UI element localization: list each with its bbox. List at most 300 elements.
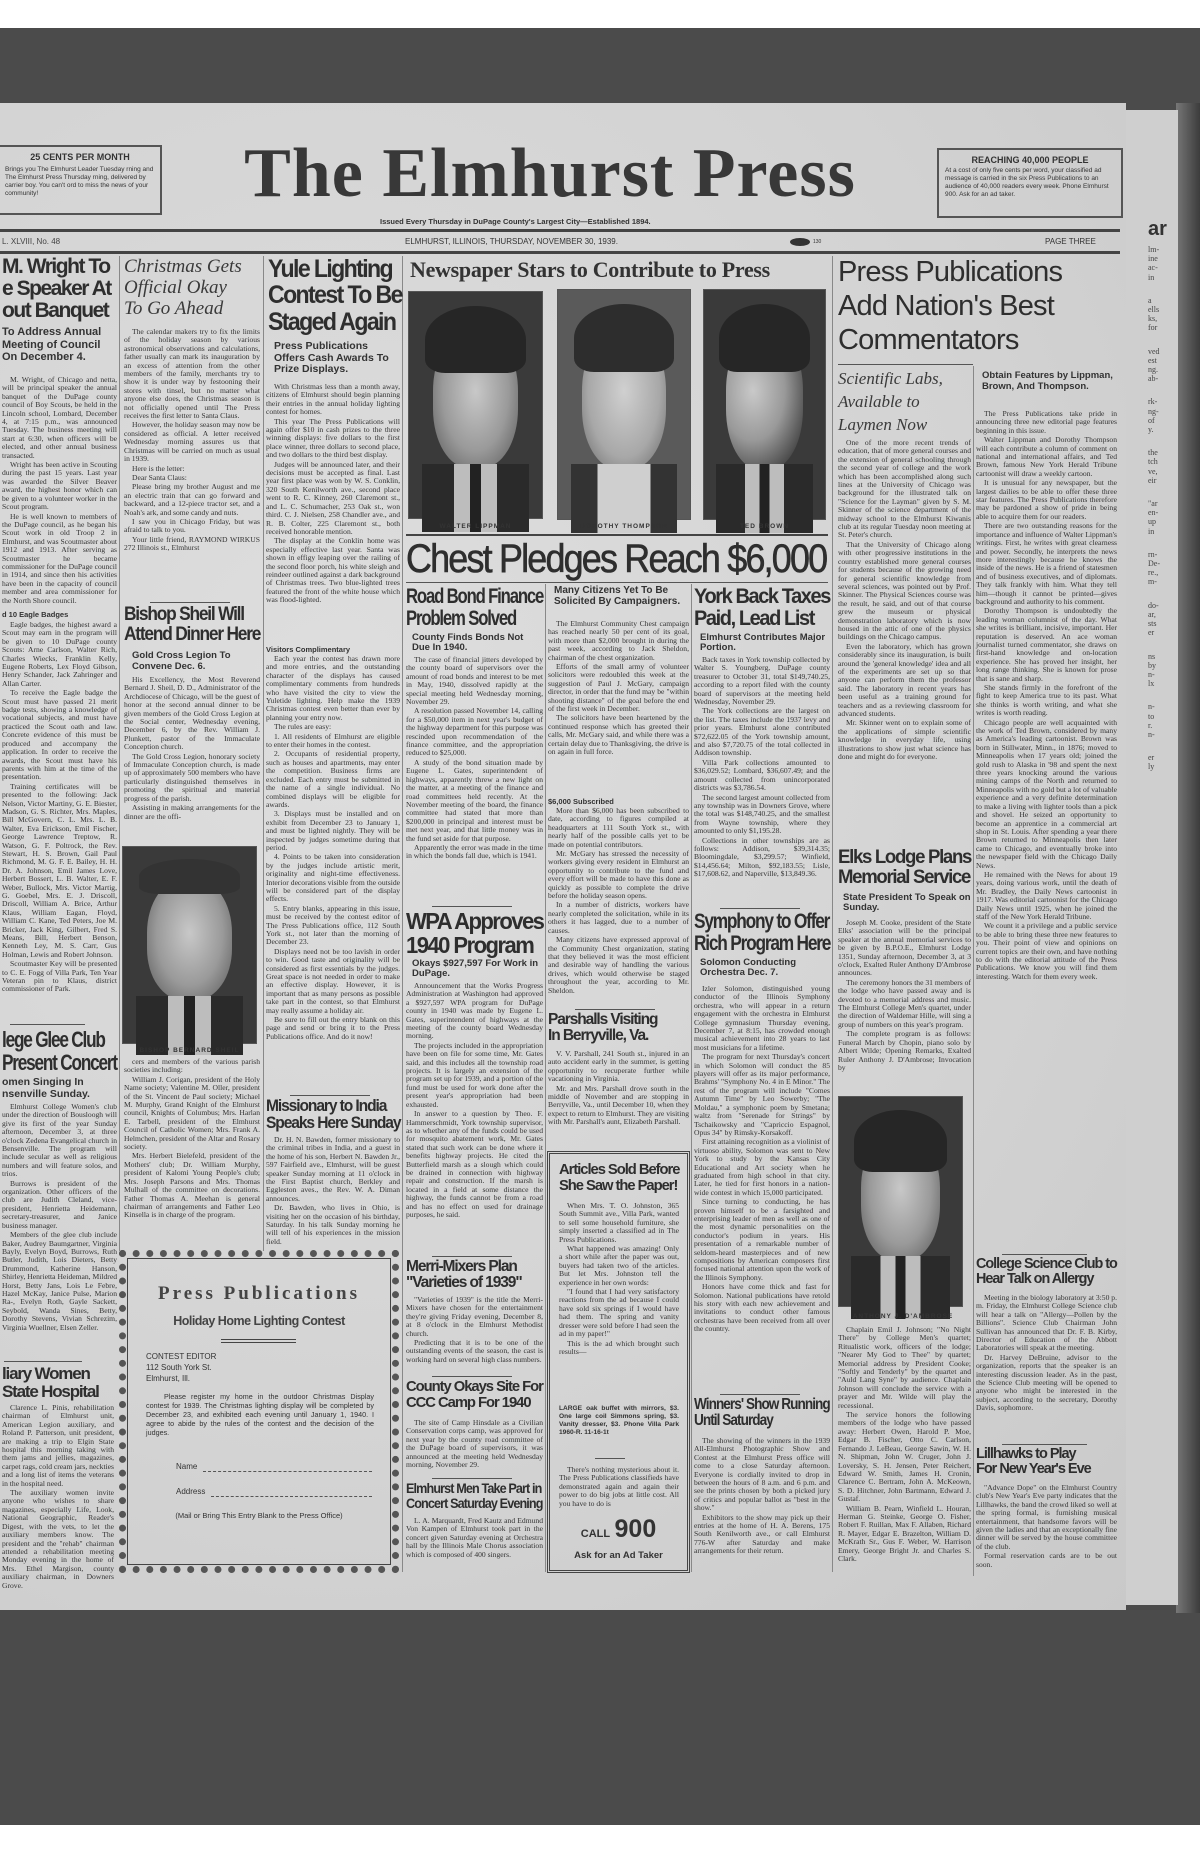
headline-line: 1940 Program (406, 932, 534, 959)
headline-line: lege Glee Club (2, 1027, 105, 1052)
address-field (176, 1487, 372, 1497)
subhead-glee: omen Singing In nsenville Sunday. (2, 1076, 90, 1100)
paragraph: Since turning to conducting, he has proven himself to be a farsighted and enterprising leader of men as well as one of the most dynamic personalities on the conductor's podium in years. His presentation of a remarkable number of seldom-heard masterpieces and of new compositions by American composers first focused national attention upon the work of the Illinois Symphony. (694, 1197, 830, 1282)
classified-ad-promo (547, 1151, 690, 1573)
paragraph: She stands firmly in the forefront of the fight to keep America true to its past. What she thinks is worth writing, and what she writes is worth reading. (976, 683, 1117, 718)
paragraph: Scoutmaster Key will be presented to C. E. Fogg of Villa Park, Ten Year Veteran pin to Klaus, district commissioner of Park. (2, 959, 117, 994)
masthead-tagline: Issued Every Thursday in DuPage County's Largest City—Established 1894. (380, 217, 651, 226)
adjacent-text-fragment: ks, (1148, 314, 1158, 324)
paragraph: Mrs. Herbert Bielefeld, president of the Mothers' club; Dr. William Murphy, president of Kalomi Young People's club; Mrs. Joseph Parsons and Mrs. Thomas Mulhall of the committee on decorations. Father Thomas A. Meehan is general chairman of arrangements and Father Leo Kinsella is in charge of the program. (124, 1151, 260, 1220)
divider (406, 534, 828, 536)
contest-form-subtitle: Holiday Home Lighting Contest (173, 1314, 345, 1328)
adjacent-text-fragment: De- (1148, 559, 1160, 569)
adjacent-text-fragment: ve, (1148, 466, 1158, 476)
adjacent-text-fragment: rn- (1148, 549, 1158, 559)
paragraph: The display at the Conklin home was especially effective last year. Santa was shown in effigy leaping over the railing of the second floor porch, his white sleigh and reindeer outlined against a dark background of Christmas trees. Two blue-lighted trees featured the front of the white house which was flood-lighted. (266, 536, 400, 605)
paragraph: The solicitors have been heartened by the continued response which has greeted their calls, Mr. McGary said, and while there was a certain delay due to Thanksgiving, the drive is on again in full force. (548, 713, 689, 757)
column-rule (973, 366, 974, 1576)
headline-line: Hear Talk on Allergy (976, 1271, 1094, 1288)
volume-number: L. XLVIII, No. 48 (2, 237, 61, 246)
article-body-ad-2 (559, 1466, 679, 1511)
photo-caption: WALTER LIPPMAN (439, 523, 512, 530)
subhead-chest: Many Citizens Yet To Be Solicited By Campaigners. (554, 585, 681, 607)
paragraph: L. A. Marquardt, Fred Kautz and Edmund Von Kampen of Elmhurst took part in the concert given Saturday evening at Orchestra hall by the Illinois Male Chorus association which is composed of 400 singers. (406, 1516, 543, 1559)
adjacent-text-fragment: er (1148, 628, 1155, 638)
headline-winners-show (694, 1397, 830, 1430)
adjacent-text-fragment: rk- (1148, 397, 1158, 407)
paragraph: In a number of districts, workers have nearly completed the solicitation, while in its others it has lagged, due to a number of causes. (548, 900, 689, 935)
headline-line: Staged Again (268, 307, 396, 336)
adjacent-text-fragment: ved (1148, 346, 1160, 356)
issue-date: ELMHURST, ILLINOIS, THURSDAY, NOVEMBER 30, 1939. (405, 237, 618, 246)
headline-science-club (976, 1257, 1117, 1287)
paragraph: This year The Press Publications will again offer $10 in cash prizes to the three winning displays: five dollars to the first place winner, three dollars to second place, and two dollars to the third best display. (266, 416, 400, 460)
adjacent-text-fragment: in (1148, 272, 1155, 282)
paragraph: Your little friend, RAYMOND WIRKUS 272 Illinois st., Elmhurst (124, 534, 260, 553)
masthead-rule (0, 229, 1120, 232)
subhead-symphony: Solomon Conducting Orchestra Dec. 7. (700, 957, 797, 978)
article-body-elks-2 (838, 1326, 971, 1576)
paragraph: The Press Publications take pride in announcing three new editorial page features beginning in this issue. (976, 409, 1117, 435)
article-body-glee (2, 1103, 117, 1355)
divider (290, 1095, 370, 1096)
paragraph: Even the laboratory, which has grown considerably since its inauguration, is built around the 'general knowledge' idea and all of the experiments are set up so that anyone can perform them the professor said. The laboratory in recent years has been useful as a training ground for teachers and as a reviewing classroom for advanced students. (838, 641, 971, 718)
address-label: Address (176, 1487, 206, 1496)
divider (4, 1361, 82, 1362)
headline-chest-pledges: Chest Pledges Reach $6,000 (406, 537, 827, 581)
ad-taker-cta: Ask for an Ad Taker (574, 1550, 663, 1561)
name-field (176, 1462, 372, 1472)
headline-lillhawks (976, 1447, 1091, 1477)
divider (1002, 1254, 1087, 1255)
paragraph: William J. Corigan, president of the Holy Name society; Valentine M. Oller, president of the St. Vincent de Paul society; Michael M. Murphy, Grand Knight of the Elmhurst council, Knights of Columbus; Mrs. Harlan E. Tarbell, president of the Elmhurst Council of Catholic Women; Mrs. Frank A. Helmchen, president of the Altar and Rosary society. (124, 1074, 260, 1152)
article-body-concert (406, 1517, 543, 1573)
adjacent-text-fragment: eir (1148, 475, 1157, 485)
headline-line: College Science Club to (976, 1256, 1117, 1272)
headline-line: Official Okay (124, 277, 227, 298)
headline-line: Problem Solved (406, 607, 517, 631)
column-rule (832, 256, 833, 1572)
paragraph: M. Wright, of Chicago and netta, will be principal speaker the annual banquet of the DuPage county council of Boy Scouts, be held in the Lincoln school, Lombard, December 4, at 7:15 p.m., was announced Tuesday. The business meeting will start at 6:30, when officers will be elected, and other annual business transacted. (2, 375, 117, 460)
page-edge (1176, 103, 1200, 1613)
subhead-elks: State President To Speak on Sunday. (843, 892, 971, 913)
headline-line: Commentators (838, 324, 1019, 356)
adjacent-text-fragment: of (1148, 415, 1155, 425)
headline-line: CCC Camp For 1940 (406, 1393, 531, 1411)
paragraph: Clarence L. Pinis, rehabilitation chairman of Elmhurst unit, American Legion auxiliary, and Roland P. Patterson, unit president, are making a trip to Elgin State hospital this morning taking with them jams and jellies, magazines, carpet rags, cold cream jars, neckties and a long list of items the veterans in the hospital need. (2, 1403, 114, 1488)
headline-line: Rich Program Here (694, 932, 831, 956)
address-line: 112 South York St. (146, 1363, 212, 1372)
adjacent-text-fragment: in (1148, 526, 1155, 536)
article-body-scientific-labs (838, 439, 971, 840)
subscription-text: Brings you The Elmhurst Leader Tuesday rning and The Elmhurst Press Thursday rning, delivered by carrier boy. You can't ord to miss the news of your community! (5, 166, 154, 197)
paragraph: We count it a privilege and a public service to be able to bring these three new features to you. Their point of view and opinions on current topics are their own, and have nothing to do with the editorial attitude of the Press Publications. We know you will find them interesting. Watch for them every week. (976, 921, 1117, 981)
divider (432, 1376, 512, 1377)
divider (221, 1339, 296, 1343)
divider (575, 1009, 655, 1010)
headline-line: Present Concert (2, 1050, 117, 1076)
headline-christmas (124, 256, 242, 319)
headline-line: Parshalls Visiting (548, 1011, 658, 1028)
paragraph: That the University of Chicago along with other progressive institutions in the country established more general courses for students because of the growing need for general scientific knowledge from several sciences, was pointed out by Prof. Skinner. The Physical Sciences course was the result, he said, and out of that course grew the museum or physical demonstration laboratory which is now housed in the attic of one of the physics buildings on the Chicago campus. (838, 539, 971, 642)
paragraph: The ceremony honors the 31 members of the lodge who have passed away and is devoted to a memorial address and music. The Elmhurst College Men's quartet, under the direction of Waldemar Hille, will sing a group of numbers on this year's program. (838, 977, 971, 1029)
article-body-chest-2 (548, 807, 689, 1005)
paragraph: The site of Camp Hinsdale as a Civilian Conservation corps camp, was approved for next year by the county road committee of the DuPage board of supervisors, it was announced at the meeting held Wednesday morning, November 29. (406, 1418, 543, 1470)
paragraph: Burrows is president of the organization. Other officers of the club are Judith Cleland, vice-president, Henrietta Heidemann, secretary-treasurer, and Janice business manager. (2, 1178, 117, 1230)
paragraph: William B. Pearn, Winfield L. Houran, Herman G. Steinke, George O. Fisher, Robert F. Ruillan, Max F. Allaben, Richard R. Mayer, Edgar E. Brazelton, William D. McKrath Sr., Gus F. Weber, W. Harrison Emery, George Bright Jr. and Charles S. Clark. (838, 1503, 971, 1563)
paragraph: Exhibitors to the show may pick up their entries at the home of H. A. Berens, 175 South Kenilworth ave., or call Elmhurst 776-W after Saturday and make arrangements for their return. (694, 1512, 830, 1556)
address-line: Elmhurst, Ill. (146, 1374, 191, 1383)
adjacent-text-fragment: "ar (1148, 499, 1158, 509)
paragraph: Villa Park collections amounted to $36,029.52; Lombard, $36,607.49; and the amount collected from unincorporated districts was $3,786.54. (694, 757, 830, 793)
headline-line: Missionary to India (266, 1097, 387, 1115)
paragraph: Dr. Bawden, who lives in Ohio, is visiting her on the occasion of his birthday, Saturday. In his talk Sunday morning he will tell of his experiences in the mission field. (266, 1203, 400, 1246)
adjacent-text-fragment: the (1148, 448, 1158, 458)
headline-line: For New Year's Eve (976, 1461, 1091, 1478)
headline-line: out Banquet (2, 299, 109, 323)
paragraph: However, the holiday season may now be considered as official. A letter received Wednesday morning assures us that Christmas will be carried on much as usual in 1939. (124, 420, 260, 464)
divider (10, 1024, 85, 1025)
paragraph: Joseph M. Cooke, president of the State Elks' association will be the principal speaker at the annual memorial services to be given by B.P.O.E., Elmhurst Lodge 1351, Sunday afternoon, December 3, at 3 o'clock, Exalted Ruler Anthony D'Ambrose announces. (838, 918, 971, 978)
headline-articles-sold (559, 1162, 679, 1194)
article-body-symphony (694, 985, 830, 1390)
article-body-elks (838, 919, 971, 1091)
paragraph: A study of the bond situation made by Eugene L. Gates, superintendent of highways, apparently threw a new light on the matter, at a meeting of the finance and road committees held recently. At the November meeting of the board, the finance committee had stated that more than $200,000 in principal and interest must be met next year, and that little money was in the fund set aside for that purpose. (406, 757, 543, 843)
subscription-price: 25 CENTS PER MONTH (30, 152, 130, 162)
adjacent-text-fragment: r. (1148, 720, 1153, 730)
article-body-missionary (266, 1136, 400, 1247)
article-body-bishop (124, 676, 260, 842)
article-body-wright-2 (2, 621, 117, 1019)
divider (595, 1458, 625, 1459)
headline-road-bond (406, 586, 543, 630)
article-body-science-club (976, 1294, 1117, 1439)
divider (150, 602, 230, 603)
paragraph: Dorothy Thompson is undoubtedly the leading woman columnist of the day. What she writes is brilliant, incisive, important. Her reputation is deserved. An ace woman journalist turned commentator, she draws on first-hand knowledge and on-location experience. She has proved her insight, her long range thinking. She is known for prose that is sane and sharp. (976, 606, 1117, 683)
adjacent-text-fragment: for (1148, 323, 1158, 333)
headline-line: "Varieties of 1939" (406, 1274, 522, 1292)
adjacent-text-fragment: up (1148, 517, 1156, 527)
adjacent-text-fragment: re., (1148, 568, 1159, 578)
paragraph: With Christmas less than a month away, citizens of Elmhurst should begin planning their entries in the annual holiday lighting contest for homes. (266, 382, 400, 417)
adjacent-text-fragment: tch (1148, 457, 1158, 467)
headline-line: Contest To Be (268, 281, 402, 310)
article-body-wpa (406, 982, 543, 1251)
paragraph: 2. Occupants of residential property, such as houses and apartments, may enter the competition. Business firms are excluded. Each entry must be submitted in the name of a single individual. No combined displays will be eligible for awards. (266, 749, 400, 809)
paragraph: Training certificates will be presented to the following: Jack Nelson, Victor Martiny, G. E. Biester, Madson, G. S. Richter, Mrs. Maples, Bill McGovern, C. L. Mrs. L. B. Walter, Eva Erickson, Emil Fischer, George Lawrence Treptow, R. Watson, G. F. Poltrock, the Rev. Stewart, H. S. Brown, Gail Paul Richmond, M. G. F. E. Bailey, H. H. Dr. A. Johnson, Emil James Love, Herbert Bossert, L. B. Walter, E. F. Weber, Bullock, Mrs. Victor Martig, G. Goebel, Mrs. E. J. Driscoll, Driscoll, William A. Brice, Arthur Klaus, William Eagan, Floyd, William C. Kane, Ted Peters, Joe M. Bricker, Jack King, Gilbert, Fred S. Means, Bill, Herbert Benson, Kenneth Ley, M. S. Carr, Gus Holman, Lewis and Robert Johnson. (2, 781, 117, 959)
paragraph: Walter Lippman and Dorothy Thompson will each contribute a column of comment on national and international affairs, and Ted Brown, famous New York Herald Tribune cartoonist will draw a weekly cartoon. (976, 435, 1117, 478)
paragraph: Honors have come thick and fast for Solomon. National publications have retold his story with each new achievement and invitations to conduct other famous orchestras have been received from all over the country. (694, 1282, 830, 1334)
paragraph: Assisting in making arrangements for the dinner are the offi- (124, 803, 260, 821)
paragraph: Many citizens have expressed approval of the Community Chest organization, stating that they believed it was the most efficient and desirable way of handling the various drives, which would otherwise be staged throughout the year, according to Mr. Sheldon. (548, 935, 689, 995)
paragraph: 5. Entry blanks, appearing in this issue, must be received by the contest editor of The Press Publications office, 112 South York st., not later than the morning of December 23. (266, 903, 400, 947)
paragraph: Elmhurst College Women's club under the direction of Bousloogh will give its first of the year Sunday afternoon, December 3, at three o'clock Zedena Evangelical church in Bensenville. The program will include secular as well as religious numbers and will feature solos, and trios. (2, 1102, 117, 1179)
headline-parshalls (548, 1012, 657, 1045)
adjacent-text-fragment: en- (1148, 508, 1159, 518)
paragraph: The program for next Thursday's concert in which Solomon will conduct the 85 players will offer as its major performance, Brahms' "Symphony No. 4 in E Minor." The rest of the program will include "Comes Autumn Time" by Leo Sowerby; "The Moldau," a symphonic poem by Smetana; waltz from "Serenade for Strings" by Tschaikowsky and "Capriccio Espagnol, Opus 34" by Rimsky-Korsakoff. (694, 1052, 830, 1137)
photo-ted-brown (703, 289, 826, 520)
photo-anthony-dambrose (838, 1096, 963, 1307)
column-rule (119, 256, 120, 1251)
headline-bishop (124, 605, 260, 645)
paragraph: More than $6,000 has been subscribed to date, according to figures compiled at headquarters at 111 South York st., with nearly half of the possible calls yet to be made on potential contributors. (548, 806, 689, 849)
page-number: PAGE THREE (1045, 237, 1096, 246)
contest-form-footer: (Mail or Bring This Entry Blank to the Press Office) (175, 1511, 343, 1520)
headline-missionary (266, 1098, 400, 1133)
subscription-box (0, 145, 162, 215)
headline-line: State Hospital (2, 1381, 99, 1401)
article-body-parshalls (548, 1050, 689, 1146)
union-label-icon (790, 238, 810, 246)
article-body-merri-mixers (406, 1296, 543, 1372)
paragraph: The case of financial jitters developed by the county board of supervisors over the amount of road bonds and interest to be met in May, 1940, dissolved rapidly at the special meeting held Wednesday morning, November 29. (406, 655, 543, 707)
adjacent-text-fragment: lx (1148, 679, 1155, 689)
address-line: CONTEST EDITOR (146, 1352, 217, 1361)
subhead-wright: To Address Annual Meeting of Council On December 4. (2, 326, 102, 363)
paragraph: This is the ad which brought such results— (559, 1338, 679, 1356)
subhead-york-taxes: Elmhurst Contributes Major Portion. (700, 632, 826, 653)
adjacent-text-fragment: sts (1148, 619, 1157, 629)
divider (432, 1256, 512, 1257)
paragraph: 3. Displays must be installed and on exhibit from December 23 to January 1, and must be lighted nightly. They will be inspected by judges sometime during that period. (266, 809, 400, 852)
paragraph: Be sure to fill out the entry blank on this page and send or bring it to the Press Publications office. And do it now! (266, 1015, 400, 1041)
headline-merri-mixers (406, 1259, 522, 1292)
headline-york-taxes (694, 586, 830, 630)
call-line (550, 1514, 687, 1549)
adjacent-text-fragment: ells (1148, 305, 1160, 315)
headline-line: liary Women (2, 1364, 90, 1383)
headline-line: To Go Ahead (124, 298, 224, 319)
headline-line: Memorial Service (838, 866, 971, 888)
headline-line: Paid, Lead List (694, 607, 814, 631)
paragraph: "I found that I had very satisfactory reactions from the ad because I could have sold six springs if I would have had them. The spring and vanity dresser were sold before I had seen the ad in my paper!" (559, 1287, 679, 1339)
paragraph: The showing of the winners in the 1939 All-Elmhurst Photographic Show and Contest at the Elmhurst Press office will come to a close Saturday afternoon. Everyone is cordially invited to drop in between the hours of 8 a.m. and 6 p.m. and see the prints chosen by both a picked jury of critics and popular ballot as "best in the show." (694, 1436, 830, 1513)
paragraph: Dr. Harvey DeBruine, advisor to the organization, reports that the speaker is an interesting discussion leader. As in the past, the Science Club meeting will be opened to anyone who might be interested in the subject, according to the secretary, Dorothy Davis, sophomore. (976, 1352, 1117, 1413)
subhead-road-bond: County Finds Bonds Not Due In 1940. (412, 632, 524, 653)
subhead-yule: Press Publications Offers Cash Awards To Prize Displays. (274, 340, 389, 375)
adjacent-text-fragment: lm- (1148, 245, 1160, 254)
adjacent-text-fragment: by (1148, 660, 1156, 670)
photo-caption: BISHOP BERNARD SHEIL (139, 1047, 240, 1054)
headline-line: Available to (838, 392, 920, 411)
headline-line: Scientific Labs, (838, 369, 943, 388)
headline-line: M. Wright To (2, 255, 110, 278)
headline-line: Attend Dinner Here (124, 623, 261, 645)
divider (720, 908, 800, 909)
adjacent-page-text (1148, 245, 1178, 772)
headline-auxiliary (2, 1365, 99, 1401)
paragraph: One of the more recent trends of education, that of more general courses and the extension of general schooling through the second year of college and the work which has been accomplished along such lines at the University of Chicago was background for the illustrated talk on "Science for the Layman" given by S. M. Skinner of the science department of the midway school to the Elmhurst Kiwanis club at its regular Tuesday noon meeting at St. Peter's church. (838, 438, 971, 540)
adjacent-text-fragment: ine (1148, 254, 1158, 264)
circulation-box (937, 148, 1123, 218)
paragraph: Collections in other townships are as follows: Addison, $39,314.35; Bloomingdale, $3,299.57; Winfield, $14,456.64; Milton, $92,183.55; Lisle, $17,608.62, and Naperville, $13,849.36. (694, 835, 830, 879)
headline-line: Road Bond Finance (406, 585, 544, 608)
paragraph: It is unusual for any newspaper, but the largest dailies to be able to offer these three star features. The Press Publications therefore may be pardoned a show of pride in being able to acquire them for our readers. (976, 478, 1117, 521)
paragraph: Mr. Skinner went on to explain some of the applications of simple scientific knowledge in everyday life, using illustrations to show just what science has done and might do for everyone. (838, 718, 971, 762)
circulation-text: At a cost of only five cents per word, your classified ad message is carried in the six Press Publications to an audience of 40,000 readers every week. Phone Elmhurst 900. Ask for an ad taker. (945, 167, 1109, 198)
paragraph: The rules are easy: (274, 722, 332, 732)
headline-line: Merri-Mixers Plan (406, 1258, 517, 1275)
divider (720, 1394, 800, 1395)
phone-number: 900 (614, 1515, 657, 1543)
photo-bishop-sheil (122, 846, 257, 1044)
headline-line: Concert Saturday Evening (406, 1494, 543, 1511)
union-label-number: 130 (813, 239, 822, 245)
paragraph: The auxiliary women invite anyone who wishes to share magazines, especially Life, Look, National Geographic, Reader's Digest, with the vets, to let the auxiliary members know. The president and the "rehab" chairman attended a rehabilitation meeting Monday evening in the home of Mrs. Ethel Margison, county auxiliary chairman, in Downers Grove. (2, 1488, 114, 1590)
newspaper-page (0, 103, 1126, 1610)
paragraph: The York collections are the largest on the list. The taxes include the 1937 levy and prior years. Elmhurst alone contributed $72,622.05 of the York township amount, and also $7,720.75 of the total collected in Addison township. (694, 706, 830, 758)
adjacent-text-fragment: est (1148, 355, 1157, 365)
article-body-ccc-camp (406, 1419, 543, 1475)
article-body-winners-show (694, 1437, 830, 1573)
adjacent-text-fragment: y. (1148, 425, 1154, 435)
paragraph: In answer to a question by Theo. F. Hammerschmidt, York township supervisor, as to whether any of the funds could be used for mosquito abatement work, Mr. Gates stated that such work can be done where it benefits highway projects. He cited the Butterfield marsh as a slough which could be drained in connection with highway repair and construction. If the marsh is located in a field at some distance the highway, the funds cannot be from a road and has no effect on used for drainage purposes, he said. (406, 1109, 543, 1219)
headline-line: Yule Lighting (268, 255, 393, 283)
article-body-lillhawks (976, 1484, 1117, 1576)
adjacent-text-fragment: to (1148, 711, 1155, 721)
photo-caption: TED BROWN (739, 523, 790, 530)
photo-dorothy-thompson (557, 289, 691, 520)
section-head-visitors: Visitors Complimentary (266, 645, 351, 654)
adjacent-text-fragment: m- (1148, 577, 1157, 587)
paragraph: 1. All residents of Elmhurst are eligible to enter their homes in the contest. (266, 731, 400, 750)
headline-line: WPA Approves (406, 908, 544, 934)
paragraph: V. V. Parshall, 241 South st., injured in an auto accident early in the summer, is getting opportunity to recuperate further while vacationing in Virginia. (548, 1049, 689, 1084)
article-body-york-taxes (694, 656, 830, 906)
paragraph: Wright has been active in Scouting during the past 15 years. Last year was awarded the Silver Beaver award, the highest honor which can be given to a volunteer worker in the Scout program. (2, 460, 117, 512)
classified-ad-text: LARGE oak buffet with mirrors, $3. One large coil Simmons spring, $3. Vanity dresser, $3. Phone Villa Park 1960-R. 11-16-1t (559, 1405, 679, 1436)
paragraph: He is well known to members of the DuPage council, as he began his Scout work in old Troop 2 in Elmhurst, and was Scoutmaster about 1912 and 1913. After serving as Scoutmaster he became commissioner for the DuPage council in 1914, and since then his activities have been in the capacity of council member and area commissioner for the North Shore council. (2, 511, 117, 605)
article-body-bishop-2 (124, 1058, 260, 1246)
headline-line: In Berryville, Va. (548, 1027, 649, 1045)
divider (432, 906, 512, 907)
paragraph: There are two outstanding reasons for the importance and influence of Walter Lippman's writings. First, he writes with great clearness and power. Secondly, he interprets the news more interestingly because he knows the inside of the news. He is a friend of statesmen and of business executives, and of diplomats. They talk frankly with him. What they tell him—though it cannot be printed—gives background and authority to his comment. (976, 521, 1117, 606)
section-head-eagle: d 10 Eagle Badges (2, 610, 69, 619)
circulation-title: REACHING 40,000 PEOPLE (971, 155, 1089, 165)
article-body-ad (559, 1202, 679, 1402)
headline-wright (2, 256, 111, 322)
paragraph: A resolution passed November 14, calling for a $50,000 item in next year's budget of the highway department for this purpose was rescinded upon recommendation of the finance committee, and the appropriation reduced to $25,000. (406, 706, 543, 758)
paragraph: The service honors the following members of the lodge who have passed away: Herbert Owen, Harold P. Moe, Edgar B. Fischer, Otto C. Carlson, Fernando J. LeBeau, George Sawin, W. H. N. Shipman, John W. Cruger, John J. Loversky, S. H. Jensen, Peter Reichert, Edward W. Smith, James H. Cronin, Clarence C. Bertram, John A. McKeown, S. D. Hitchner, John Bartmann, Edward J. Gustaf. (838, 1410, 971, 1504)
headline-line: Symphony to Offer (694, 910, 830, 933)
paragraph: Each year the contest has drawn more and more entries, and the outstanding character of the displays has caused complimentary comments from hundreds who have visited the city to view the Yuletide lighting. Help make the 1939 Christmas contest even better than ever by planning your entry now. (266, 654, 400, 722)
headline-line: e Speaker At (2, 277, 111, 301)
paragraph: To receive the Eagle badge the Scout must have passed 21 merit badge tests, showing a knowledge of vocational subjects, and must have practiced the Scout oath and law. Concrete evidence of this must be produced and accompany the application. In order to receive the awards, the Scout must have his parents with him at the time of the presentation. (2, 688, 117, 782)
column-rule (263, 256, 264, 1251)
headline-line: County Okays Site For (406, 1378, 543, 1395)
headline-glee (2, 1028, 117, 1074)
section-head-subscribed: $6,000 Subscribed (548, 797, 614, 806)
paragraph: Chicago people are well acquainted with the work of Ted Brown, considered by many as America's leading cartoonist. Brown was born in Stillwater, Minn., in 1876; moved to Minneapolis when 17 years old; joined the gold rush to Alaska in '98 and spent the next three years knocking around the various mining camps of the North and returned to Minneapolis with no gold but a lot of valuable experience and a very definite determination to make a living with lighter tools than a pick and shovel. He seized an opportunity to become an apprentice in a commercial art shop in St. Louis. After spending a year there Brown returned to Minneapolis then later came to Chicago, and eventually broke into the newspaper field with the Chicago Daily News. (976, 717, 1117, 870)
paragraph: Displays need not be too lavish in order to win. Good taste and originality will be considered as first essentials by the judges. Great space is not needed in order to make an effective display. However, it is important that as many persons as possible take part in the contest, so that Elmhurst may really assume a holiday air. (266, 946, 400, 1015)
paragraph: He remained with the News for about 19 years, doing various work, until the death of Mr. Bradley, the Daily News cartoonist in 1917. Was editorial cartoonist for the Chicago Daily News until 1925, when he joined the staff of the New York Herald Tribune. (976, 869, 1117, 921)
paragraph: Izler Solomon, distinguished young conductor of the Illinois Symphony orchestra, who will appear in a return engagement with the orchestra in Elmhurst College gymnasium Thursday evening, December 7, at 8:15, has crowded enough musical achievement into 28 years to last most musicians for a lifetime. (694, 984, 830, 1052)
paragraph: The projects included in the appropriation have been on file for some time, Mr. Gates said, and this includes all the township road projects. It is largely an extension of the program set up for 1939, and a portion of the fund must be used for work done after the present year's appropriation had been exhausted. (406, 1040, 543, 1109)
article-body-commentators (976, 410, 1117, 1252)
adjacent-text-fragment: n- (1148, 669, 1155, 679)
paragraph: Back taxes in York township collected by Walter S. Youngberg, DuPage county treasurer to October 31, total $149,740.25, according to a report filed with the county board of supervisors at the meeting held Wednesday, November 29. (694, 655, 830, 707)
paragraph: Here is the letter: (132, 463, 185, 473)
adjacent-text-fragment: n- (1148, 729, 1155, 739)
paragraph: The second largest amount collected from any township was in Downers Grove, where the total was $148,740.25, and the smallest from Wayne township, where they amounted to only $1,195.28. (694, 792, 830, 836)
paragraph: Dear Santa Claus: (132, 472, 187, 482)
article-body-auxiliary (2, 1403, 114, 1590)
headline-wpa (406, 909, 543, 957)
paragraph: Members of the glee club include Baker, Audrey Baumgartner, Virginia Bayly, Evelyn Boyd, Burrows, Ruth Butler, Judith, Lois Dieters, Betty Drummond, Katherine Hanson, Shirley, Henrietta Heideman, Mildred Horst, Betty Jans, Lois Le Febre, Hazel McKay, Janice Pulse, Marion Ra-, Evelyn Roth, Gayle Sackett, Seybold, Wanda Sines, Betty, Dorothy Stevens, Vivian Schrezim, Virginia Wuellner, Elsen Zeller. (2, 1230, 117, 1332)
divider (838, 364, 973, 365)
adjacent-text-fragment: ns (1148, 651, 1156, 661)
adjacent-text-fragment: ly (1148, 762, 1155, 772)
dateline-rule (0, 251, 1120, 254)
paragraph: Judges will be announced later, and their decisions must be accepted as final. Last year first place was won by W. S. Conklin, 320 South Kenilworth ave., second place went to R. C. Kinney, 260 Claremont st., and L. C. Schumacher, 253 Oak st., won third. C. J. Nielsen, 258 Chandler ave., and R. B. Colter, 225 Claremont st., both received honorable mention. (266, 459, 400, 536)
headline-yule (268, 256, 402, 335)
article-body-road-bond (406, 656, 543, 902)
article-body-chest (548, 620, 689, 796)
paragraph: The Elmhurst Community Chest campaign has reached nearly 50 per cent of its goal, with more than $2,000 brought in during the past week, according to Jack Sheldon, chairman of the chest organization. (548, 619, 689, 662)
headline-symphony (694, 911, 830, 955)
paragraph: Predicting that it is to be one of the outstanding events of the season, the cast is working hard on several high class numbers. (406, 1338, 543, 1364)
subhead-commentators: Obtain Features by Lippman, Brown, And Thompson. (982, 370, 1113, 392)
headline-scientific-labs (838, 367, 943, 436)
adjacent-headline-fragment: ar (1148, 218, 1167, 240)
headline-line: Until Saturday (694, 1412, 773, 1430)
adjacent-text-fragment: n- (1148, 702, 1155, 712)
paragraph: Chaplain Emil J. Johnson; "No Night There" by College Men's quartet; Ritualistic work, officers of the lodge; "Nearer My God to Thee" by quartet; Memorial address by President Cooke; "Softly and Tenderly" by the quartet and "Auld Lang Syne" by audience. Chaplain Johnson will conclude the service with a prayer and Mr. Wilde will play the recessional. (838, 1325, 971, 1410)
headline-line: Speaks Here Sunday (266, 1114, 401, 1133)
headline-concert (406, 1481, 543, 1510)
headline-line: Christmas Gets (124, 256, 242, 277)
paragraph: Apparently the error was made in the time in which the bonds fall due, which is 1941. (406, 842, 543, 861)
paragraph: I saw you in Chicago Friday, but was afraid to talk to you. (124, 516, 260, 535)
paragraph: Meeting in the biology laboratory at 3:50 p. m. Friday, the Elmhurst College Science club will hear a talk on "Allergy—Pollen by the Billions". Science Club Chairman John Sullivan has announced that Dr. F. B. Kirby, Director of Education of the Abbott Laboratories will speak at the meeting. (976, 1293, 1117, 1353)
headline-line: Articles Sold Before (559, 1161, 680, 1178)
paragraph: What happened was amazing! Only a short while after the paper was out, buyers had taken two of the articles. But let Mrs. Johnston tell the experience in her own words: (559, 1244, 679, 1287)
headline-line: Laymen Now (838, 415, 928, 434)
contest-form-text: Please register my home in the outdoor Christmas Display contest for 1939. The Christmas lighting display will be completed by December 23, and exhibited each evening until January 1, 1940. I agree to abide by the rules of the contest and the decision of the judges. (146, 1392, 374, 1437)
headline-line: Press Publications (838, 256, 1063, 288)
adjacent-text-fragment: ab- (1148, 374, 1159, 384)
headline-line: Winners' Show Running (694, 1396, 830, 1413)
adjacent-text-fragment: ac- (1148, 263, 1158, 273)
column-rule (402, 256, 403, 1572)
paragraph: Efforts of the small army of volunteer solicitors were redoubled this week at the suggestion of Paul J. McGary, campaign director, in order that the fund may be "within shooting distance" of the goal before the end of the first week in December. (548, 662, 689, 714)
adjacent-text-fragment: ar, (1148, 609, 1156, 619)
headline-line: Add Nation's Best (838, 290, 1055, 322)
paragraph: The complete program is as follows: Funeral March by Chopin, piano solo by Albert Wilde; Opening Remarks, Exalted Ruler Anthony J. D'Ambrose; Invocation by (838, 1029, 971, 1072)
divider (432, 1478, 512, 1479)
paragraph: 4. Points to be taken into consideration by the judges include artistic merit, originality and night-time effectiveness. Interior decorations visible from the outside will be considered part of the display effects. (266, 852, 400, 904)
article-body-wright (2, 376, 117, 608)
headline-commentators (838, 255, 1062, 357)
headline-newspaper-stars: Newspaper Stars to Contribute to Press (410, 257, 770, 282)
headline-line: Elks Lodge Plans (838, 847, 972, 868)
adjacent-text-fragment: a (1148, 295, 1152, 305)
paragraph: Eagle badges, the highest award a Scout may earn in the program will be given to 10 DuPage county Scouts: Arne Carlson, Walter Rich, Charles Wiecks, Franklin Kelly, Eugene Roberts, Lex Floyd Gibson, Henry Schander, Jack Zahringer and Allan Carter. (2, 620, 117, 688)
photo-walter-lippman (408, 291, 543, 519)
headline-line: York Back Taxes (694, 585, 830, 608)
paragraph: "Advance Dope" on the Elmhurst Country club's New Year's Eve party indicates that the Lillhawks, the band the crowd liked so well at the spring formal, is furnishing musical entertainment, that handsome favors will be given the ladies and that an exceptionally fine dinner will be served by the house committee of the club. (976, 1483, 1117, 1551)
paragraph: When Mrs. T. O. Johnston, 365 South Summit ave., Villa Park, wanted to sell some household furniture, she simply inserted a classified ad in The Press Publications. (559, 1201, 679, 1244)
adjacent-text-fragment: er (1148, 753, 1155, 763)
subhead-wpa: Okays $927,597 For Work in DuPage. (412, 958, 539, 979)
paragraph: Dr. H. N. Bawden, former missionary to the criminal tribes in India, and a guest in the home of his son, Herbert N. Bawden Jr., 597 Fairfield ave., Elmhurst, will be guest speaker Sunday morning at 11 o'clock in the First Baptist church, Berkley and Eggleston aves., the Rev. W. A. Diman announces. (266, 1135, 400, 1203)
name-label: Name (176, 1462, 198, 1471)
divider (406, 582, 828, 583)
article-body-yule-2 (266, 655, 400, 1092)
divider (1002, 1444, 1087, 1445)
adjacent-text-fragment: ng. (1148, 365, 1158, 375)
headline-line: Lillhawks to Play (976, 1446, 1076, 1462)
